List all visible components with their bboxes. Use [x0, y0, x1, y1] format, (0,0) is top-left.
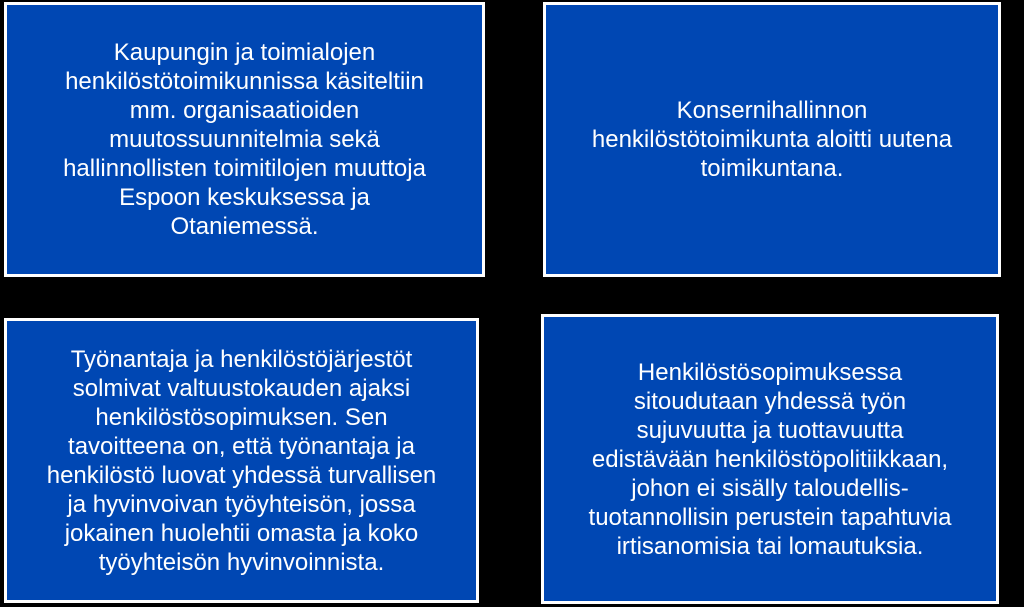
info-box-agreement-commitment-text: Henkilöstösopimuksessa sitoudutaan yhdessä työn sujuvuutta ja tuottavuutta edistävään henkilöstöpolitiikkaan, johon ei sisälly taloudellis- tuotannollisin perustein tapahtuvia irtisanomisia tai lomautuksia.: [588, 358, 952, 560]
info-box-committees: [4, 2, 485, 277]
info-box-agreement-commitment: [541, 314, 999, 604]
info-box-personnel-agreement: [4, 318, 479, 603]
info-box-personnel-agreement-text: Työnantaja ja henkilöstöjärjestöt solmivat valtuustokauden ajaksi henkilöstösopimuksen. Sen tavoitteena on, että työnantaja ja henkilöstö luovat yhdessä turvallisen ja hyvinvoivan työyhteisön, jossa jokainen huolehtii omasta ja koko työyhteisön hyvinvoinnista.: [46, 345, 437, 576]
info-box-group-admin: [543, 2, 1001, 277]
info-box-group-admin-text: Konsernihallinnon henkilöstötoimikunta aloitti uutena toimikuntana.: [591, 97, 953, 182]
info-box-committees-text: Kaupungin ja toimialojen henkilöstötoimikunnissa käsiteltiin mm. organisaatioiden muutossuunnitelmia sekä hallinnollisten toimitilojen muuttoja Espoon keskuksessa ja Otaniemessä.: [63, 39, 426, 240]
